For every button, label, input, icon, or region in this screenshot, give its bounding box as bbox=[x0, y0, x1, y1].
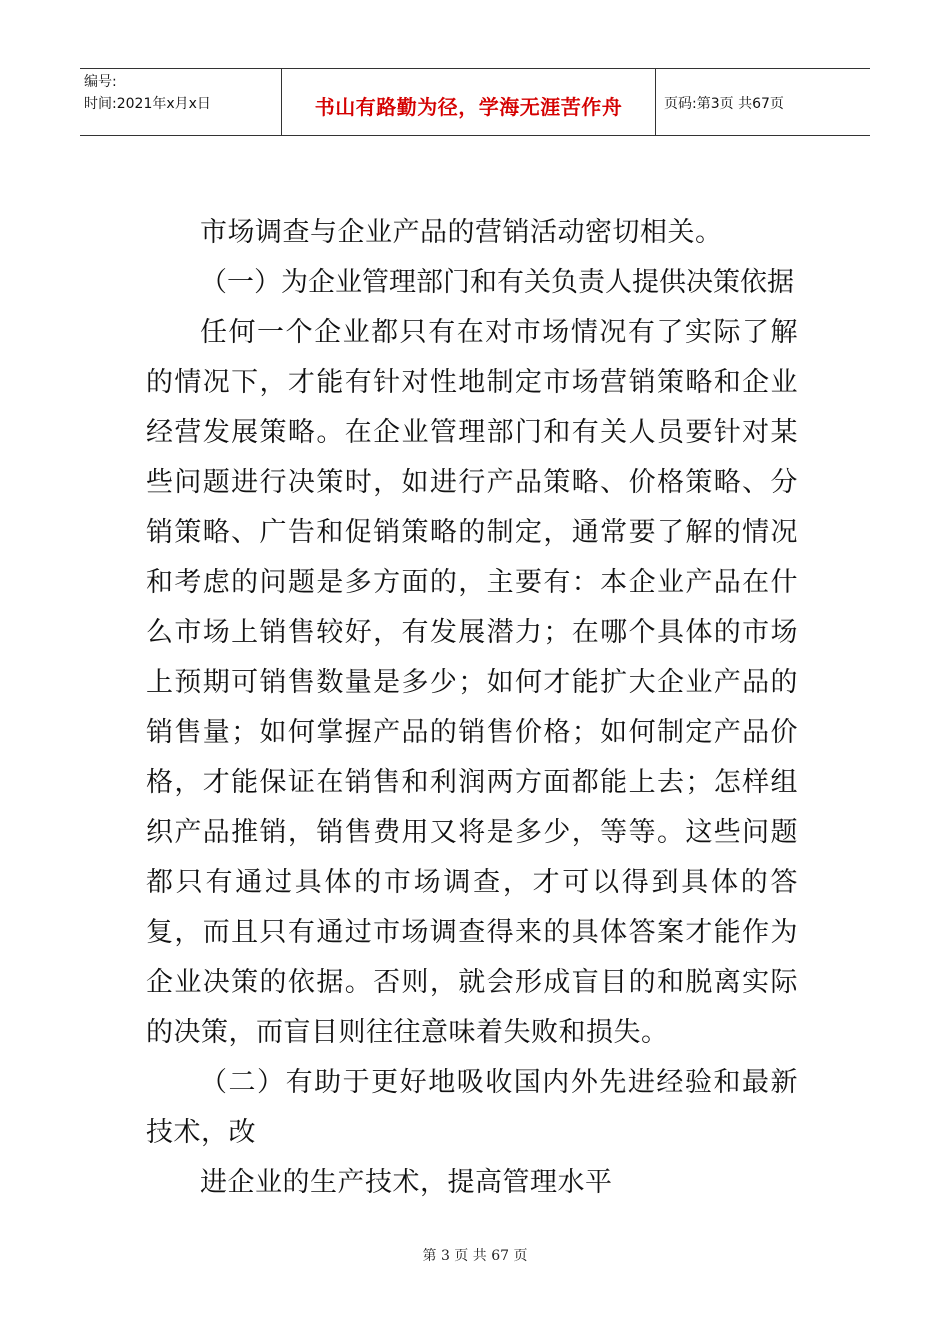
paragraph-intro: 市场调查与企业产品的营销活动密切相关。 bbox=[200, 217, 723, 248]
section-heading-2-continued: 进企业的生产技术，提高管理水平 bbox=[200, 1167, 613, 1198]
document-body bbox=[146, 208, 798, 1208]
page-header bbox=[80, 68, 870, 136]
document-date-label: 时间:2021年x月x日 bbox=[84, 96, 211, 112]
header-page-cell bbox=[656, 69, 870, 135]
document-number-label: 编号: bbox=[84, 74, 117, 90]
motto-text: 书山有路勤为径，学海无涯苦作舟 bbox=[314, 95, 623, 119]
header-motto-cell bbox=[282, 69, 656, 135]
section-heading-2: （二）有助于更好地吸收国内外先进经验和最新技术，改 bbox=[146, 1067, 798, 1148]
header-page-info: 页码:第3页 共67页 bbox=[664, 96, 784, 112]
paragraph-body: 任何一个企业都只有在对市场情况有了实际了解的情况下，才能有针对性地制定市场营销策略和企业经营发展策略。在企业管理部门和有关人员要针对某些问题进行决策时，如进行产品策略、价格策略、分销策略、广告和促销策略的制定，通常要了解的情况和考虑的问题是多方面的，主要有：本企业产品在什么市场上销售较好，有发展潜力；在哪个具体的市场上预期可销售数量是多少；如何才能扩大企业产品的销售量；如何掌握产品的销售价格；如何制定产品价格，才能保证在销售和利润两方面都能上去；怎样组织产品推销，销售费用又将是多少，等等。这些问题都只有通过具体的市场调查，才可以得到具体的答复，而且只有通过市场调查得来的具体答案才能作为企业决策的依据。否则，就会形成盲目的和脱离实际的决策，而盲目则往往意味着失败和损失。 bbox=[146, 317, 798, 1048]
page-footer: 第 3 页 共 67 页 bbox=[422, 1248, 528, 1264]
section-heading-1: （一）为企业管理部门和有关负责人提供决策依据 bbox=[200, 267, 794, 298]
header-meta-cell bbox=[80, 69, 282, 135]
